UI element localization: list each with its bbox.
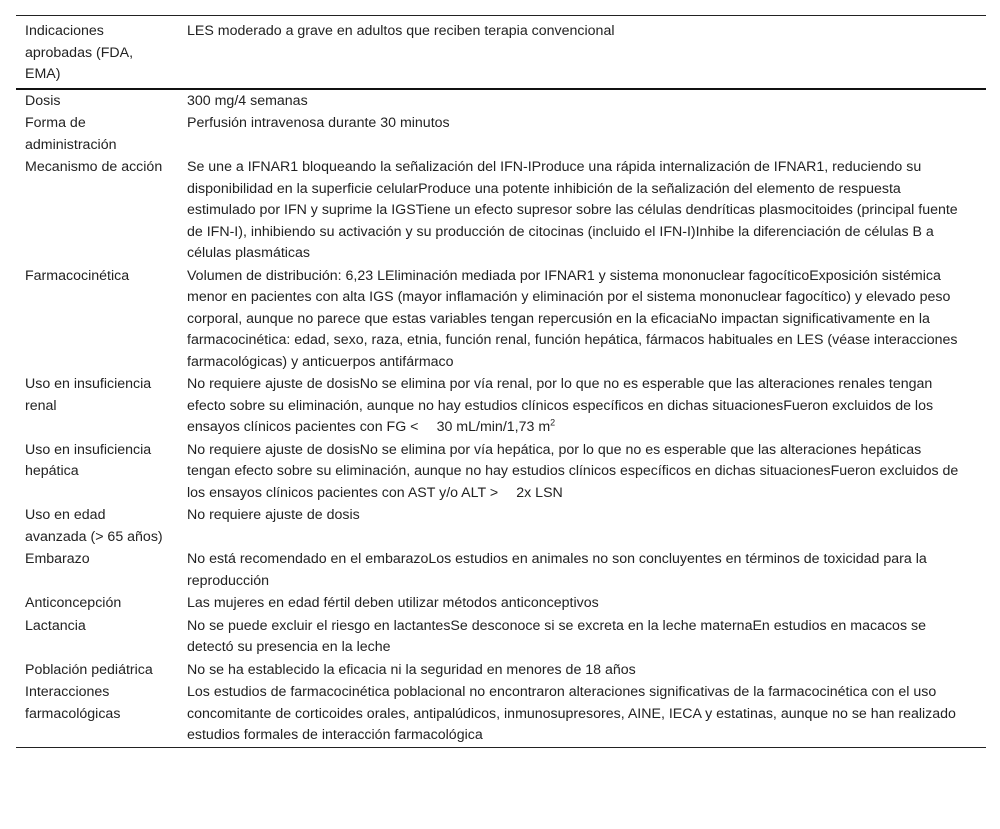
row-value-text: Los estudios de farmacocinética poblacional no encontraron alteraciones significativas de la farmacocinética con el uso concomitante de corticoides orales, antipalúdicos, inmunosupresores, AINE, IECA y estatinas, aunque no se han realizado estudios formales de interacción farmacológica: [187, 684, 956, 743]
row-label: Población pediátrica: [25, 661, 153, 678]
row-label: Embarazo: [25, 551, 90, 567]
row-label: Uso en edad avanzada (> 65 años): [25, 507, 163, 545]
row-value: [178, 548, 986, 592]
row-value: [178, 504, 986, 548]
row-label: Forma de administración: [25, 115, 117, 153]
row-value: [178, 439, 986, 505]
row-value: [178, 373, 986, 439]
row-value: [178, 112, 986, 156]
row-value: [178, 156, 986, 265]
superscript: 2: [550, 417, 556, 428]
row-value-text: Las mujeres en edad fértil deben utilizar métodos anticonceptivos: [187, 595, 599, 611]
row-value-text: Volumen de distribución: 6,23 LEliminación mediada por IFNAR1 y sistema mononuclear fagocíticoExposición sistémica menor en pacientes con alta IGS (mayor inflamación y eliminación por el sistema mononuclear fagocítico) y elevado peso corporal, aunque no parece que estas variables tengan repercusión en la eficaciaNo impactan significativamente en la farmacocinética: edad, sexo, raza, etnia, función renal, función hepática, fármacos habituales en LES (véase interacciones farmacológicas) y anticuerpos antifármaco: [187, 267, 958, 370]
row-value-text: Se une a IFNAR1 bloqueando la señalización del IFN-IProduce una rápida internalización de IFNAR1, reduciendo su disponibilidad en la superficie celularProduce una potente inhibición de la señalización del elemento de respuesta estimulado por IFN y suprime la IGSTiene un efecto supresor sobre las células dendríticas plasmocitoides (principal fuente de IFN-I), inhibiendo su activación y su producción de citocinas (incluido el IFN-I)Inhibe la diferenciación de células B a células plasmáticas: [187, 159, 958, 261]
row-label: Indicaciones aprobadas (FDA, EMA): [25, 23, 134, 82]
row-value: [178, 659, 986, 682]
row-label: Anticoncepción: [25, 595, 122, 611]
table-row: [16, 681, 986, 747]
row-value-text: No requiere ajuste de dosis: [187, 507, 360, 523]
row-value-text: Perfusión intravenosa durante 30 minutos: [187, 115, 450, 131]
table-row: [16, 373, 986, 439]
row-label: Interacciones farmacológicas: [25, 684, 121, 722]
row-value: [178, 681, 986, 747]
row-value-text: No requiere ajuste de dosisNo se elimina por vía renal, por lo que no es esperable que las alteraciones renales tengan efecto sobre su eliminación, aunque no hay estudios clínicos específicos en dichas situacionesFueron excluidos de los ensayos clínicos pacientes con FG < 30 mL/min/1,73 m: [187, 376, 934, 435]
row-value-text: No se ha establecido la eficacia ni la seguridad en menores de 18 años: [187, 661, 636, 678]
row-value: [178, 592, 986, 615]
table-row: [16, 439, 986, 505]
table-header-row: [16, 16, 986, 89]
table-row: [16, 659, 986, 682]
table-row: [16, 112, 986, 156]
row-label: Mecanismo de acción: [25, 159, 163, 175]
row-value: [178, 89, 986, 113]
row-value: [178, 615, 986, 659]
row-value-text: No requiere ajuste de dosisNo se elimina por vía hepática, por lo que no es esperable que las alteraciones hepáticas tengan efecto sobre su eliminación, aunque no hay estudios clínicos específicos en dichas situacionesFueron excluidos de los ensayos clínicos pacientes con AST y/o ALT > 2x LSN: [187, 441, 959, 501]
row-value-text: 300 mg/4 semanas: [187, 92, 308, 109]
row-label: Farmacocinética: [25, 267, 130, 284]
table-row: [16, 615, 986, 659]
row-label: Lactancia: [25, 617, 86, 634]
row-value: [178, 265, 986, 374]
table-row: [16, 548, 986, 592]
row-label: Uso en insuficiencia renal: [25, 376, 152, 414]
table-row: [16, 592, 986, 615]
row-label: Dosis: [25, 92, 61, 109]
drug-info-table: [16, 15, 986, 748]
table-row: [16, 504, 986, 548]
table-row: [16, 156, 986, 265]
table-row: [16, 265, 986, 374]
table-row: [16, 89, 986, 113]
row-value: LES moderado a grave en adultos que reciben terapia convencional: [187, 23, 615, 39]
row-value-text: No se puede excluir el riesgo en lactantesSe desconoce si se excreta en la leche maternaEn estudios en macacos se detectó su presencia en la leche: [187, 617, 926, 655]
row-value-text: No está recomendado en el embarazoLos estudios en animales no son concluyentes en términos de toxicidad para la reproducción: [187, 551, 927, 589]
row-label: Uso en insuficiencia hepática: [25, 441, 152, 479]
